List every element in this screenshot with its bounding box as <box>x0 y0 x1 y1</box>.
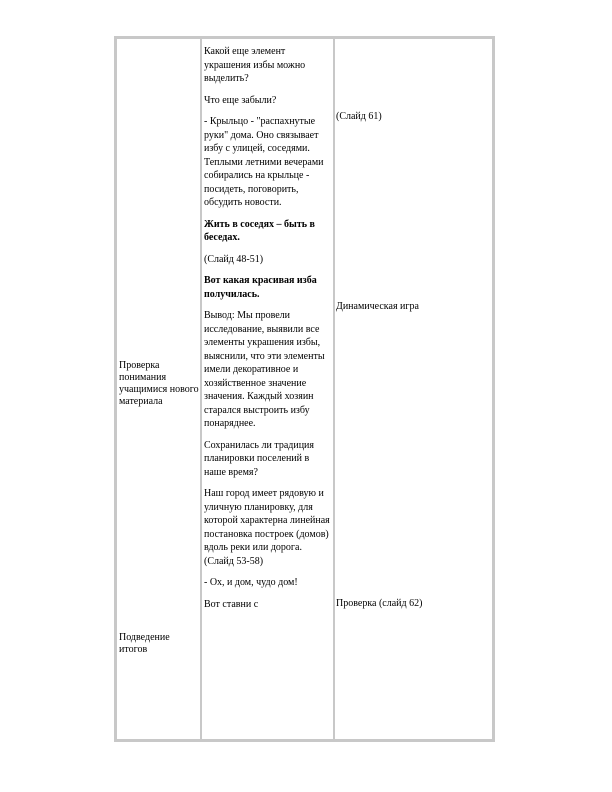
note-check-slide-62: Проверка (слайд 62) <box>336 598 423 609</box>
paragraph-slide-ref: (Слайд 48-51) <box>204 253 264 265</box>
paragraph-exclamation: - Ох, и дом, чудо дом! <box>204 577 298 588</box>
note-slide-61: (Слайд 61) <box>336 111 382 122</box>
lesson-table <box>114 36 495 742</box>
teacher-activity-column <box>204 45 332 619</box>
paragraph-shutters: Вот ставни с <box>204 598 259 610</box>
paragraph-porch: - Крыльцо - "распахнутые руки" дома. Оно связывает избу с улицей, соседями. Теплыми летними вечерами собирались на крыльце - посидеть, поговорить, обсудить новости. <box>204 116 324 208</box>
paragraph-city-layout: Наш город имеет рядовую и уличную планировку, для которой характерна линейная постановка построек (домов) вдоль реки или дорога. (Слайд 53-58) <box>204 488 330 567</box>
paragraph-conclusion: Вывод: Мы провели исследование, выявили все элементы украшения избы, выяснили, что эти элементы имели декоративное и хозяйственное значение значения. Каждый хозяин старался выстроить избу понаряднее. <box>204 310 325 429</box>
stage-check-understanding: Проверка понимания учащимися нового материала <box>119 360 199 407</box>
stage-summary: Подведение итогов <box>119 632 170 655</box>
note-dynamic-game: Динамическая игра <box>336 301 419 312</box>
paragraph-tradition-question: Сохранилась ли традиция планировки поселений в наше время? <box>204 439 315 478</box>
paragraph-question-forgot: Что еще забыли? <box>204 94 277 106</box>
paragraph-beautiful-hut: Вот какая красивая изба получилась. <box>204 275 317 300</box>
paragraph-proverb: Жить в соседях – быть в беседах. <box>204 218 315 243</box>
column-divider-2 <box>333 39 335 739</box>
column-divider-1 <box>200 39 202 739</box>
paragraph-question-decoration: Какой еще элемент украшения избы можно выделить? <box>204 46 306 84</box>
